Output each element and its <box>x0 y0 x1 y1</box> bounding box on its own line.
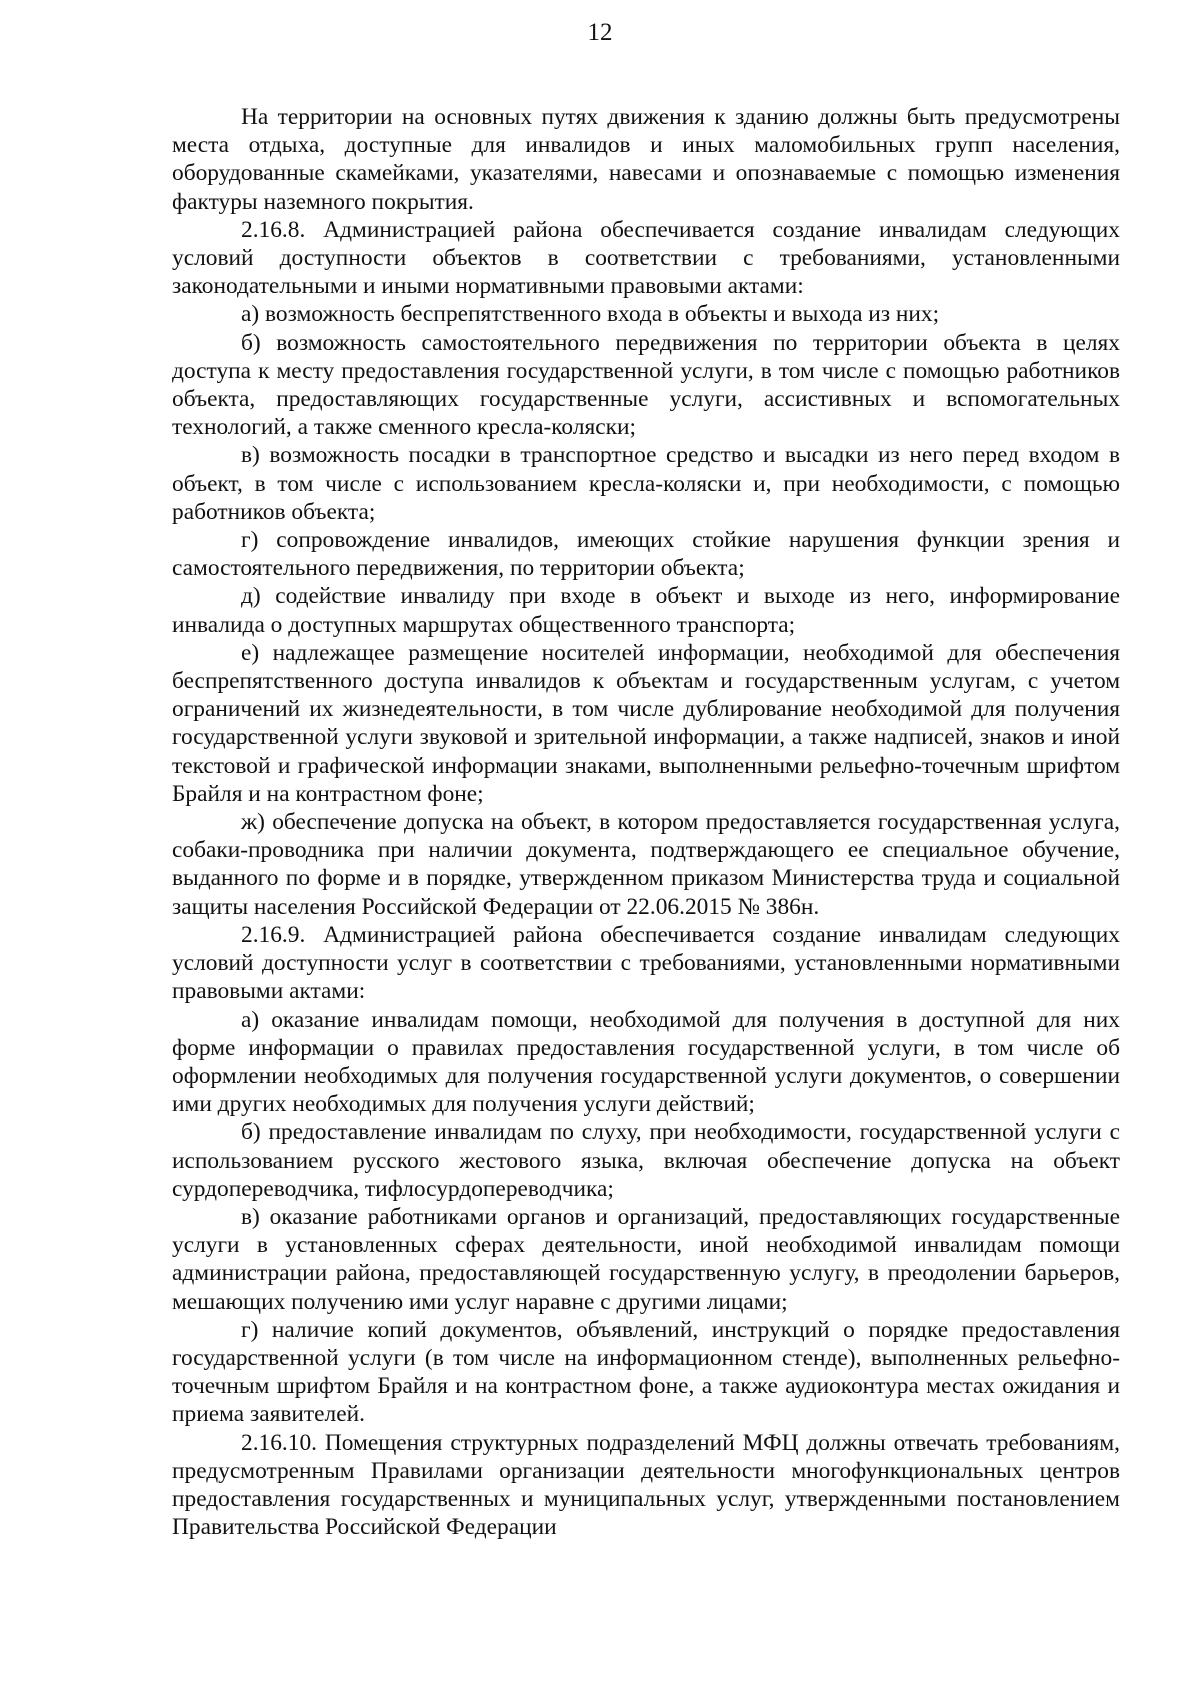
list-item-g-services: г) наличие копий документов, объявлений, инструкций о порядке предоставления государственной услуги (в том числе на информационном стенде), выполненных рельефно-точечным шрифтом Брайля и на контрастном фоне, а также аудиоконтура местах ожидания и приема заявителей. <box>172 1316 1120 1428</box>
list-item-v: в) возможность посадки в транспортное средство и высадки из него перед входом в объект, в том числе с использованием кресла-коляски и, при необходимости, с помощью работников объекта; <box>172 442 1120 525</box>
paragraph-2-16-10: 2.16.10. Помещения структурных подразделений МФЦ должны отвечать требованиям, предусмотренным Правилами организации деятельности многофункциональных центров предоставления государственных и муниципальных услуг, утвержденными постановлением Правительства Российской Федерации <box>172 1429 1120 1541</box>
paragraph-2-16-8: 2.16.8. Администрацией района обеспечивается создание инвалидам следующих условий доступности объектов в соответствии с требованиями, установленными законодательными и иными нормативными правовыми актами: <box>172 216 1120 300</box>
document-body <box>172 103 1120 1541</box>
paragraph-2-16-9: 2.16.9. Администрацией района обеспечивается создание инвалидам следующих условий доступности услуг в соответствии с требованиями, установленными нормативными правовыми актами: <box>172 921 1120 1005</box>
list-item-d: д) содействие инвалиду при входе в объект и выходе из него, информирование инвалида о доступных маршрутах общественного транспорта; <box>172 583 1120 638</box>
paragraph-rest-areas: На территории на основных путях движения к зданию должны быть предусмотрены места отдыха, доступные для инвалидов и иных маломобильных групп населения, оборудованные скамейками, указателями, навесами и опознаваемые с помощью изменения фактуры наземного покрытия. <box>172 104 1120 215</box>
list-item-g: г) сопровождение инвалидов, имеющих стойкие нарушения функции зрения и самостоятельного передвижения, по территории объекта; <box>172 527 1120 582</box>
list-item-zh: ж) обеспечение допуска на объект, в котором предоставляется государственная услуга, собаки-проводника при наличии документа, подтверждающего ее специальное обучение, выданного по форме и в порядке, утвержденном приказом Министерства труда и социальной защиты населения Российской Федерации от 22.06.2015 № 386н. <box>172 809 1120 920</box>
page-number: 12 <box>587 19 613 46</box>
list-item-a-services: а) оказание инвалидам помощи, необходимой для получения в доступной для них форме информации о правилах предоставления государственной услуги, в том числе об оформлении необходимых для получения государственной услуги документов, о совершении ими других необходимых для получения услуги действий; <box>172 1006 1120 1118</box>
list-item-b: б) возможность самостоятельного передвижения по территории объекта в целях доступа к месту предоставления государственной услуги, в том числе с помощью работников объекта, предоставляющих государственные услуги, ассистивных и вспомогательных технологий, а также сменного кресла-коляски; <box>172 329 1120 441</box>
list-item-a: а) возможность беспрепятственного входа в объекты и выхода из них; <box>241 301 940 328</box>
list-item-v-services: в) оказание работниками органов и организаций, предоставляющих государственные услуги в установленных сферах деятельности, иной необходимой инвалидам помощи администрации района, предоставляющей государственную услугу, в преодолении барьеров, мешающих получению ими услуг наравне с другими лицами; <box>172 1203 1120 1315</box>
list-item-e: е) надлежащее размещение носителей информации, необходимой для обеспечения беспрепятственного доступа инвалидов к объектам и государственным услугам, с учетом ограничений их жизнедеятельности, в том числе дублирование необходимой для получения государственной услуги звуковой и зрительной информации, а также надписей, знаков и иной текстовой и графической информации знаками, выполненными рельефно-точечным шрифтом Брайля и на контрастном фоне; <box>172 639 1120 807</box>
list-item-b-services: б) предоставление инвалидам по слуху, при необходимости, государственной услуги с использованием русского жестового языка, включая обеспечение допуска на объект сурдопереводчика, тифлосурдопереводчика; <box>172 1119 1120 1202</box>
